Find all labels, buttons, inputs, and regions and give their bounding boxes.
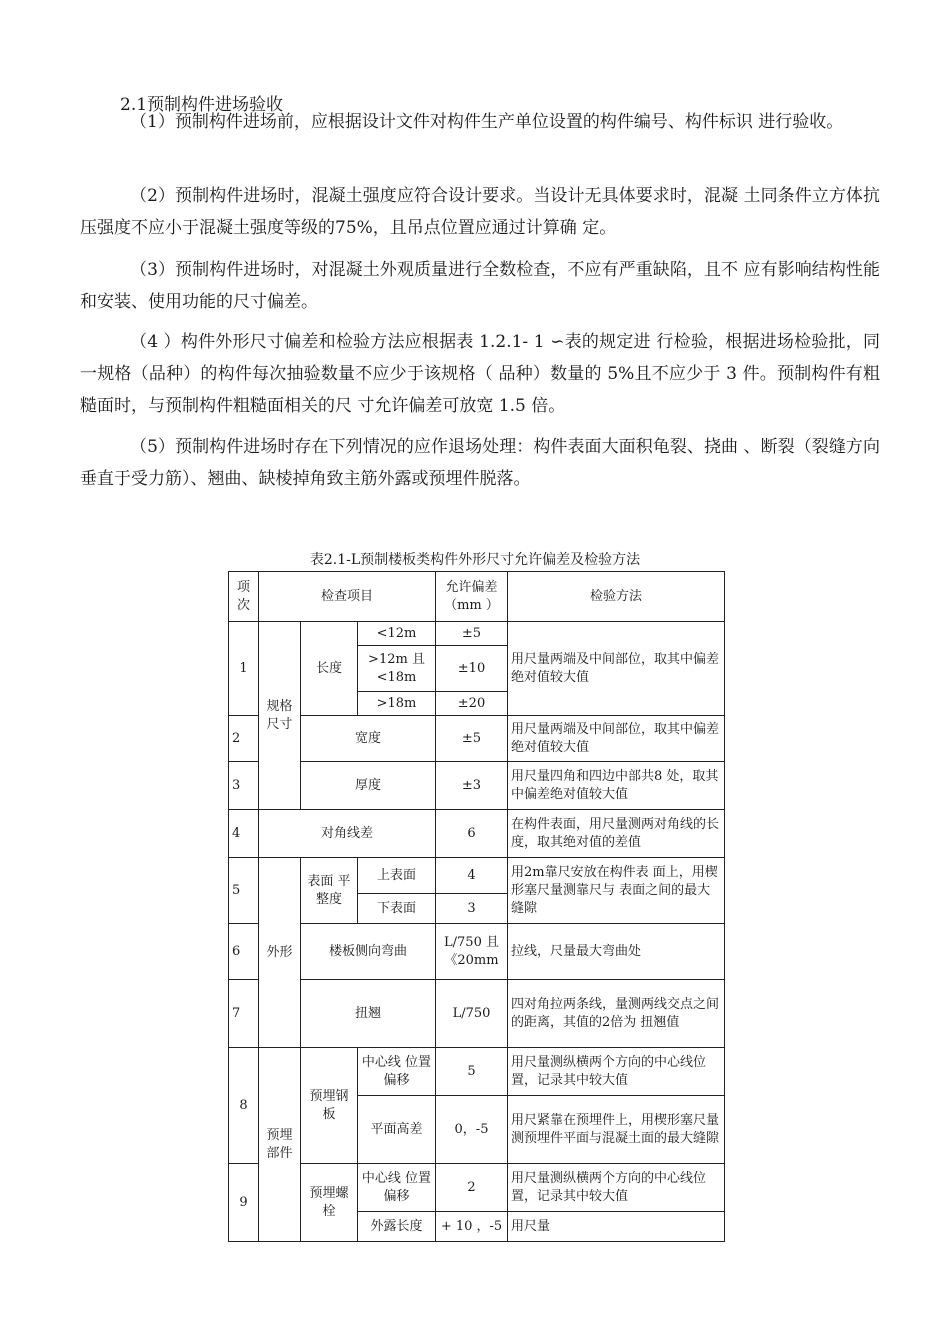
row-no: 2: [229, 716, 259, 762]
tolerance-table: [228, 571, 725, 1242]
header-item: 检查项目: [259, 572, 436, 622]
tolerance: 3: [436, 894, 508, 924]
item-name: 预埋螺栓: [301, 1164, 358, 1242]
table-row: [229, 858, 725, 894]
row-no: 1: [229, 622, 259, 716]
table-row: [229, 924, 725, 980]
tolerance: ±5: [436, 716, 508, 762]
tolerance: + 10 ，-5: [436, 1212, 508, 1242]
table-row: [229, 1048, 725, 1096]
group-embed: 预埋部件: [259, 1048, 301, 1242]
sub-item: <12m: [358, 622, 436, 646]
method: 用尺量两端及中间部位，取其中偏差绝对值较大值: [508, 622, 725, 716]
row-no: 3: [229, 762, 259, 810]
item-name: 宽度: [301, 716, 436, 762]
sub-item: >12m 且<18m: [358, 646, 436, 692]
sub-item: >18m: [358, 692, 436, 716]
tolerance: 6: [436, 810, 508, 858]
method: 用尺量测纵横两个方向的中心线位置，记录其中较大值: [508, 1164, 725, 1212]
tolerance: 4: [436, 858, 508, 894]
method: 用尺量: [508, 1212, 725, 1242]
sub-item: 中心线 位置偏移: [358, 1164, 436, 1212]
item-name: 长度: [301, 622, 358, 716]
header-no: 项次: [229, 572, 259, 622]
item-name: 对角线差: [259, 810, 436, 858]
paragraph-4: （4 ）构件外形尺寸偏差和检验方法应根据表 1.2.1- 1 ∽表的规定进 行检验，根据进场检验批，同一规格（品种）的构件每次抽验数量不应少于该规格（ 品种）数量的 5%且不应少于 3 件。预制构件有粗糙面时，与预制构件粗糙面相关的尺 寸允许偏差可放宽 1.5 倍。: [80, 332, 880, 416]
item-name: 厚度: [301, 762, 436, 810]
tolerance: L/750 且《20mm: [436, 924, 508, 980]
tolerance: 2: [436, 1164, 508, 1212]
tolerance: ±20: [436, 692, 508, 716]
method: 在构件表面，用尺量测两对角线的长度，取其绝对值的差值: [508, 810, 725, 858]
tolerance: ±10: [436, 646, 508, 692]
row-no: 5: [229, 858, 259, 924]
group-size: 规格尺寸: [259, 622, 301, 810]
table-row: [229, 762, 725, 810]
row-no: 7: [229, 980, 259, 1048]
header-tolerance: 允许偏差（mm ）: [436, 572, 508, 622]
table-row: [229, 716, 725, 762]
row-no: 8: [229, 1048, 259, 1164]
item-name: 扭翘: [301, 980, 436, 1048]
method: 用尺量四角和四边中部共8 处，取其中偏差绝对值较大值: [508, 762, 725, 810]
sub-item: 外露长度: [358, 1212, 436, 1242]
table-row: [229, 810, 725, 858]
tolerance: ±3: [436, 762, 508, 810]
sub-item: 下表面: [358, 894, 436, 924]
paragraph-3: （3）预制构件进场时，对混凝土外观质量进行全数检查，不应有严重缺陷，且不 应有影响结构性能和安装、使用功能的尺寸偏差。: [80, 260, 880, 312]
paragraph-2: （2）预制构件进场时，混凝土强度应符合设计要求。当设计无具体要求时，混凝 土同条件立方体抗压强度不应小于混凝土强度等级的75%，且吊点位置应通过计算确 定。: [80, 186, 880, 238]
method: 用尺量两端及中间部位，取其中偏差绝对值较大值: [508, 716, 725, 762]
tolerance: ±5: [436, 622, 508, 646]
method: 用尺量测纵横两个方向的中心线位置，记录其中较大值: [508, 1048, 725, 1096]
row-no: 9: [229, 1164, 259, 1242]
table-header-row: [229, 572, 725, 622]
method: 用2m靠尺安放在构件表 面上，用楔形塞尺量测靠尺与 表面之间的最大缝隙: [508, 858, 725, 924]
item-name: 预埋钢板: [301, 1048, 358, 1164]
tolerance: L/750: [436, 980, 508, 1048]
header-method: 检验方法: [508, 572, 725, 622]
row-no: 4: [229, 810, 259, 858]
method: 用尺紧靠在预埋件上，用楔形塞尺量测预埋件平面与混凝土面的最大缝隙: [508, 1096, 725, 1164]
sub-item: 平面高差: [358, 1096, 436, 1164]
paragraph-5: （5）预制构件进场时存在下列情况的应作退场处理：构件表面大面积龟裂、挠曲 、断裂（裂缝方向垂直于受力筋）、翘曲、缺棱掉角致主筋外露或预埋件脱落。: [80, 437, 880, 489]
item-name: 楼板侧向弯曲: [301, 924, 436, 980]
row-no: 6: [229, 924, 259, 980]
method: 四对角拉两条线，量测两线交点之间的距离，其值的2倍为 扭翘值: [508, 980, 725, 1048]
table-row: [229, 622, 725, 646]
sub-item: 上表面: [358, 858, 436, 894]
section-heading: 2.1预制构件进场验收: [120, 95, 284, 115]
tolerance: 0，-5: [436, 1096, 508, 1164]
page-bottom-mask: [0, 1243, 950, 1344]
method: 拉线，尺量最大弯曲处: [508, 924, 725, 980]
paragraph-1: （1）预制构件进场前，应根据设计文件对构件生产单位设置的构件编号、构件标识 进行验收。: [130, 112, 844, 132]
table-caption: 表2.1-L预制楼板类构件外形尺寸允许偏差及检验方法: [309, 552, 641, 568]
group-shape: 外形: [259, 858, 301, 1048]
sub-item: 中心线 位置偏移: [358, 1048, 436, 1096]
table-row: [229, 980, 725, 1048]
tolerance: 5: [436, 1048, 508, 1096]
table-row: [229, 1164, 725, 1212]
item-name: 表面 平整度: [301, 858, 358, 924]
